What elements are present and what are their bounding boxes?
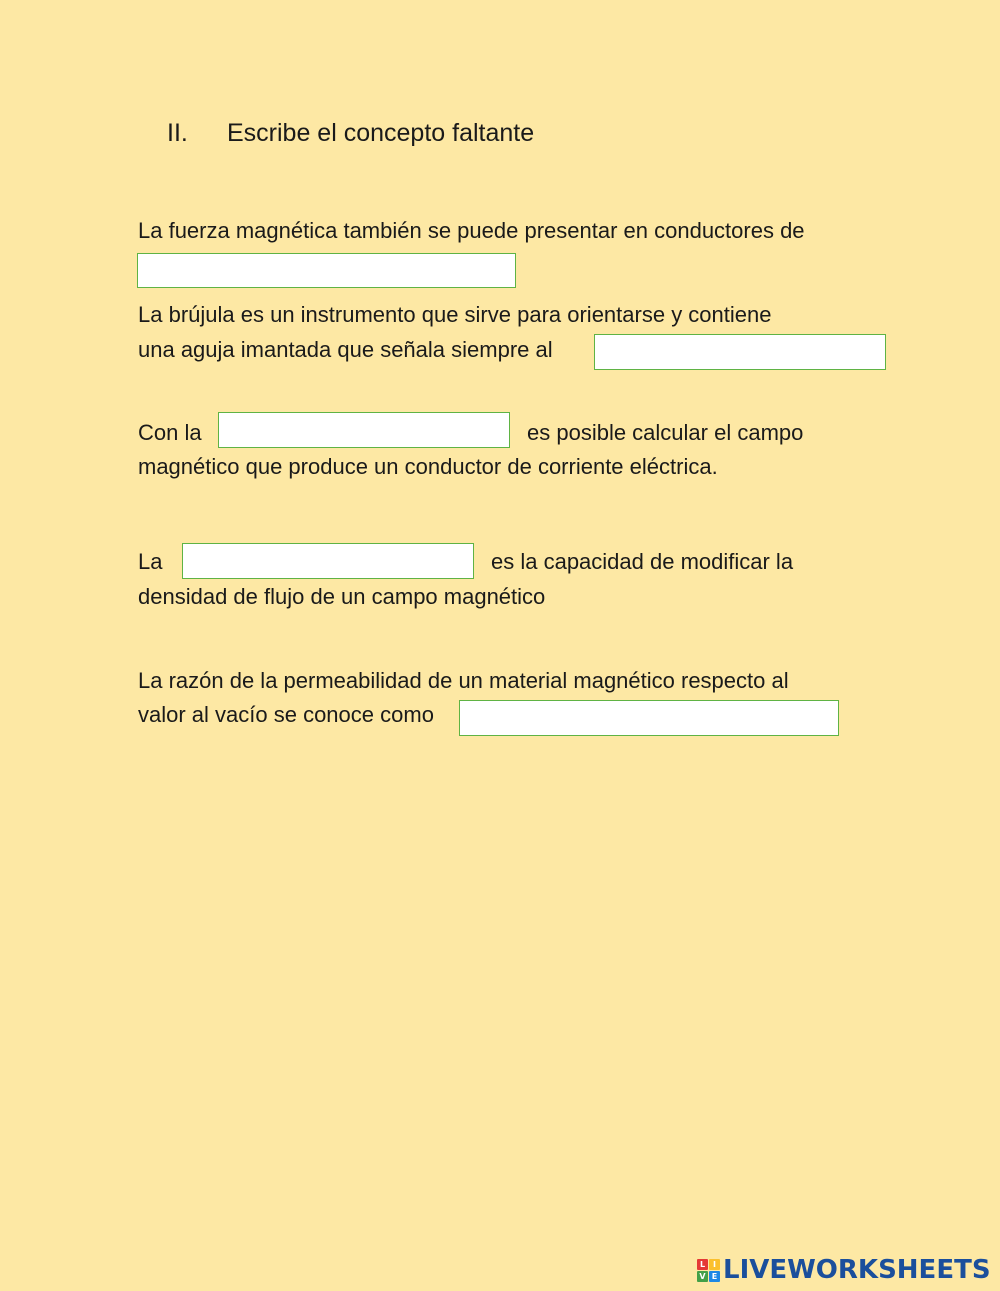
logo-live-icon bbox=[697, 1259, 720, 1282]
question-5-text-line2: valor al vacío se conoce como bbox=[138, 702, 434, 727]
question-3-text-line2: magnético que produce un conductor de corriente eléctrica. bbox=[138, 454, 718, 479]
logo-letter-i: I bbox=[709, 1259, 720, 1270]
question-2-text-line1: La brújula es un instrumento que sirve para orientarse y contiene bbox=[138, 302, 772, 327]
question-5-text-line1: La razón de la permeabilidad de un material magnético respecto al bbox=[138, 668, 789, 693]
question-4-text-line2: densidad de flujo de un campo magnético bbox=[138, 584, 546, 609]
question-1-text: La fuerza magnética también se puede presentar en conductores de bbox=[138, 218, 805, 243]
answer-4-input[interactable] bbox=[182, 543, 474, 579]
question-4-text-after: es la capacidad de modificar la bbox=[491, 549, 794, 574]
logo-letter-v: V bbox=[697, 1271, 708, 1282]
question-4-text-before: La bbox=[138, 549, 163, 574]
answer-2-input[interactable] bbox=[594, 334, 886, 370]
question-3-text-before: Con la bbox=[138, 420, 202, 445]
question-3-text-after: es posible calcular el campo bbox=[527, 420, 804, 445]
section-number: II. bbox=[167, 119, 188, 147]
logo-letter-e: E bbox=[709, 1271, 720, 1282]
answer-5-input[interactable] bbox=[459, 700, 839, 736]
section-title: Escribe el concepto faltante bbox=[227, 119, 535, 147]
question-2-text-line2: una aguja imantada que señala siempre al bbox=[138, 337, 553, 362]
liveworksheets-logo bbox=[697, 1255, 991, 1285]
answer-3-input[interactable] bbox=[218, 412, 510, 448]
logo-text: LIVEWORKSHEETS bbox=[723, 1255, 991, 1285]
answer-1-input[interactable] bbox=[137, 253, 516, 288]
logo-letter-l: L bbox=[697, 1259, 708, 1270]
